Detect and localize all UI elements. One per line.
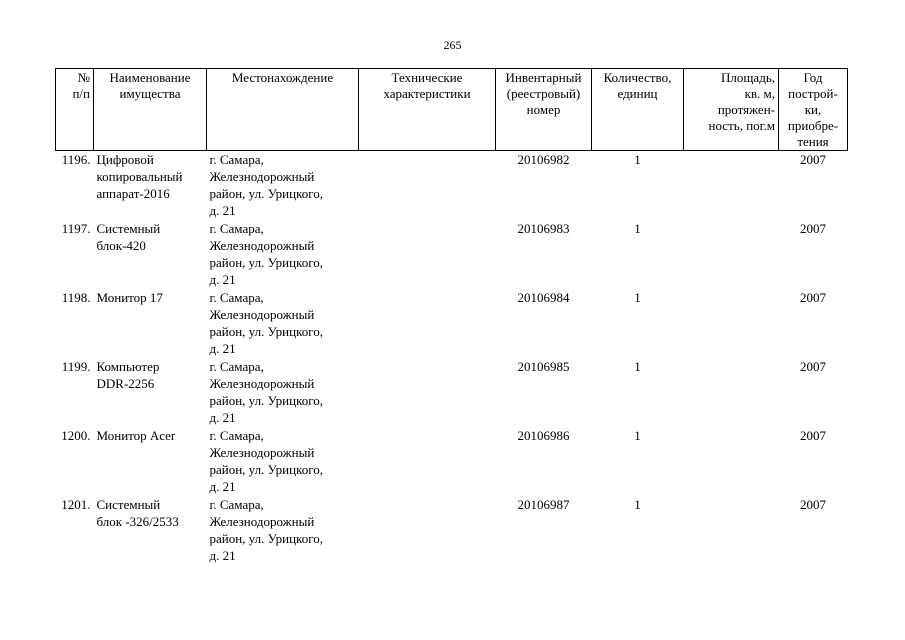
row-inventory-number: 20106985 [517, 359, 570, 374]
row-year: 2007 [800, 497, 826, 512]
row-year: 2007 [800, 152, 826, 167]
header-number: № п/п [56, 69, 94, 151]
header-year: Год построй- ки, приобре- тения [779, 69, 848, 151]
row-area [684, 289, 779, 358]
row-property-name: Системный блок-420 [96, 221, 161, 253]
header-location: Местонахождение [207, 69, 359, 151]
row-quantity: 1 [634, 497, 641, 512]
row-area [684, 220, 779, 289]
row-quantity: 1 [634, 221, 641, 236]
page-number: 265 [443, 38, 462, 52]
row-number: 1200. [61, 428, 91, 443]
row-inventory-number: 20106984 [517, 290, 570, 305]
header-quantity: Количество, единиц [592, 69, 684, 151]
row-location: г. Самара, Железнодорожный район, ул. Урицкого, д. 21 [209, 290, 323, 356]
row-technical-characteristics [359, 220, 496, 289]
property-table [55, 68, 848, 565]
table-row [56, 358, 848, 427]
header-property-name: Наименование имущества [94, 69, 207, 151]
row-technical-characteristics [359, 151, 496, 221]
header-technical-characteristics: Технические характеристики [359, 69, 496, 151]
table-row [56, 427, 848, 496]
row-quantity: 1 [634, 290, 641, 305]
row-year: 2007 [800, 290, 826, 305]
row-area [684, 427, 779, 496]
row-year: 2007 [800, 428, 826, 443]
row-inventory-number: 20106983 [517, 221, 570, 236]
table-row [56, 496, 848, 565]
row-property-name: Монитор Acer [96, 428, 176, 443]
row-technical-characteristics [359, 496, 496, 565]
row-inventory-number: 20106982 [517, 152, 570, 167]
row-property-name: Системный блок -326/2533 [96, 497, 179, 529]
row-quantity: 1 [634, 359, 641, 374]
row-number: 1198. [61, 290, 91, 305]
row-quantity: 1 [634, 152, 641, 167]
row-area [684, 151, 779, 221]
row-property-name: Монитор 17 [96, 290, 163, 305]
row-number: 1201. [61, 497, 91, 512]
row-inventory-number: 20106986 [517, 428, 570, 443]
row-location: г. Самара, Железнодорожный район, ул. Урицкого, д. 21 [209, 152, 323, 218]
row-property-name: Компьютер DDR-2256 [96, 359, 160, 391]
row-quantity: 1 [634, 428, 641, 443]
header-inventory-number: Инвентарный (реестровый) номер [496, 69, 592, 151]
row-property-name: Цифровой копировальный аппарат-2016 [96, 152, 183, 201]
row-area [684, 496, 779, 565]
header-area: Площадь, кв. м, протяжен- ность, пог.м [684, 69, 779, 151]
row-inventory-number: 20106987 [517, 497, 570, 512]
table-row [56, 289, 848, 358]
row-area [684, 358, 779, 427]
table-header-row [56, 69, 848, 151]
table-row [56, 220, 848, 289]
row-technical-characteristics [359, 289, 496, 358]
row-number: 1197. [61, 221, 91, 236]
row-technical-characteristics [359, 427, 496, 496]
row-location: г. Самара, Железнодорожный район, ул. Урицкого, д. 21 [209, 359, 323, 425]
row-year: 2007 [800, 221, 826, 236]
row-year: 2007 [800, 359, 826, 374]
row-location: г. Самара, Железнодорожный район, ул. Урицкого, д. 21 [209, 428, 323, 494]
row-number: 1196. [61, 152, 91, 167]
row-technical-characteristics [359, 358, 496, 427]
row-location: г. Самара, Железнодорожный район, ул. Урицкого, д. 21 [209, 221, 323, 287]
row-location: г. Самара, Железнодорожный район, ул. Урицкого, д. 21 [209, 497, 323, 563]
table-row [56, 151, 848, 221]
row-number: 1199. [61, 359, 91, 374]
